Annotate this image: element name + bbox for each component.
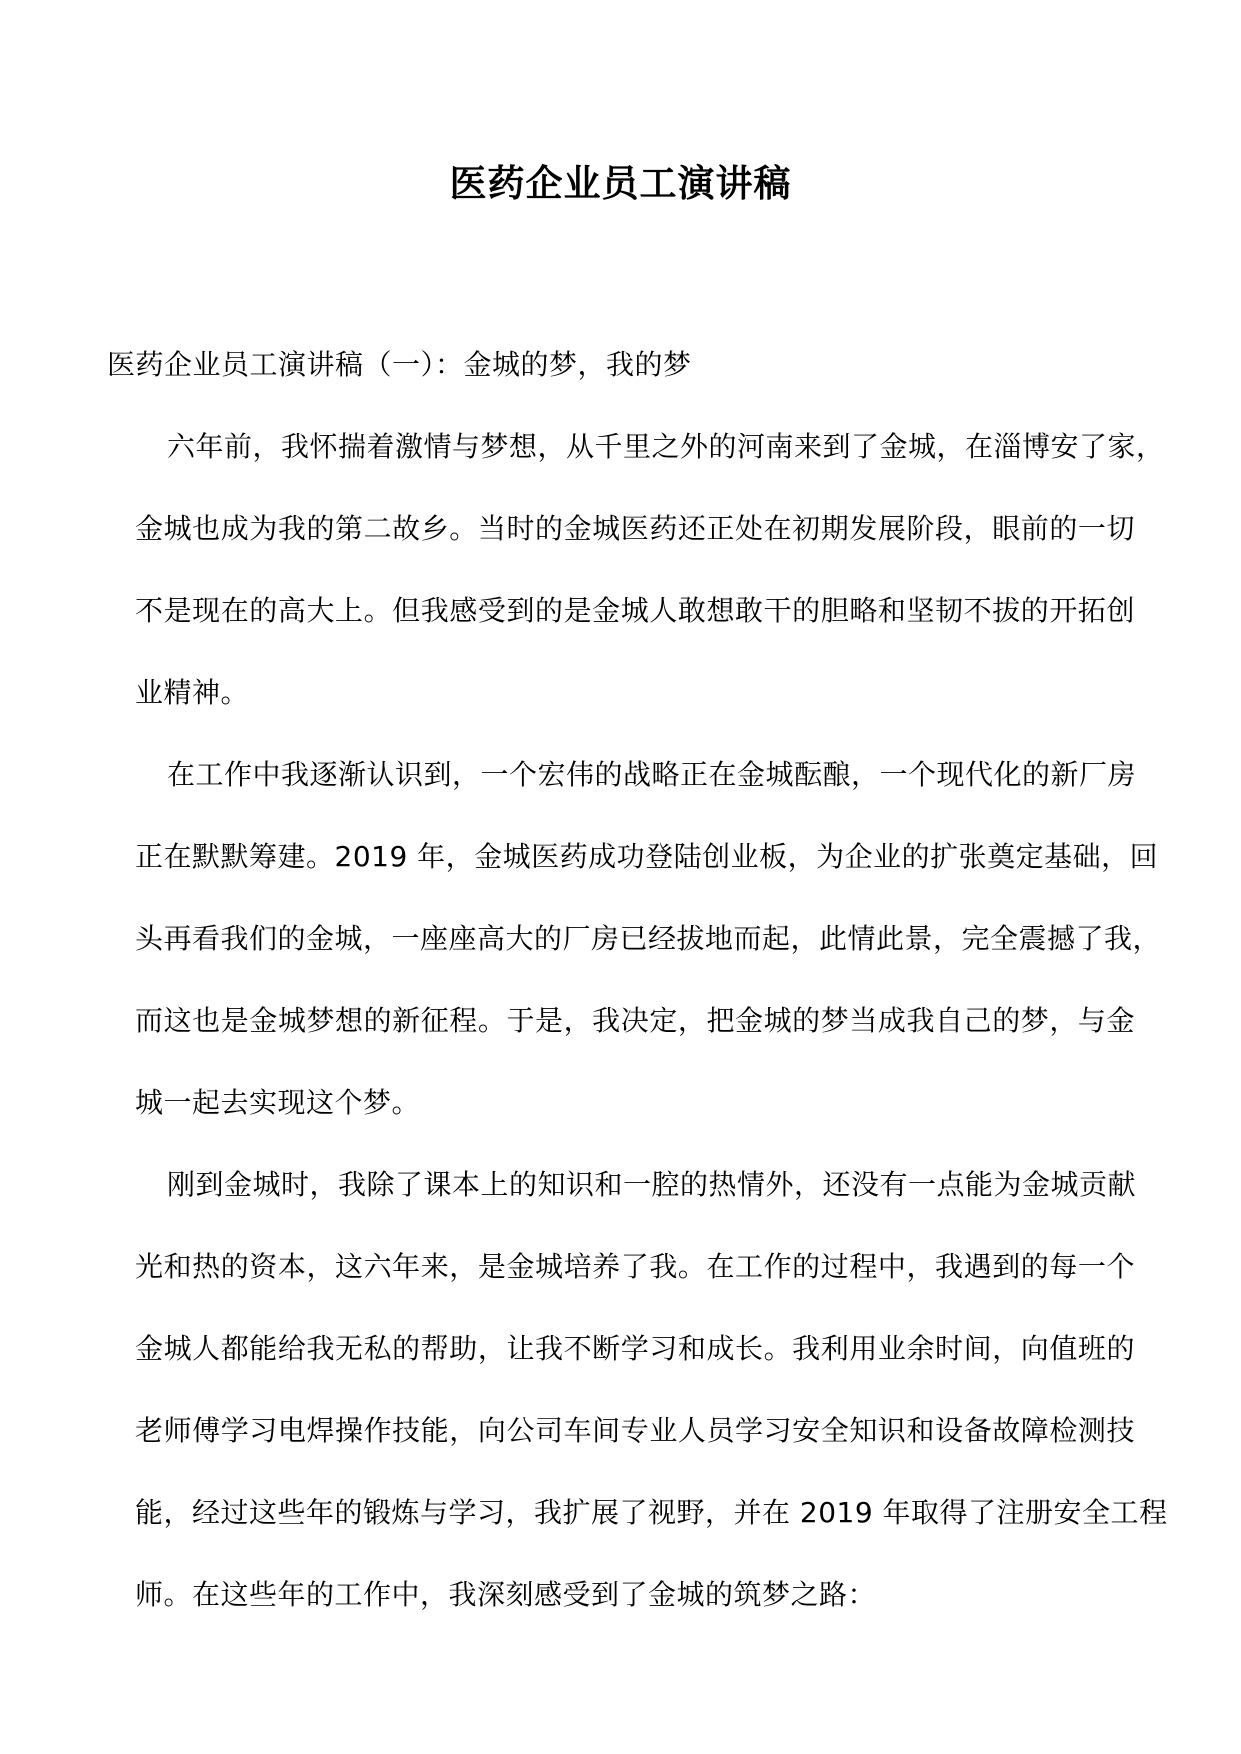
paragraph-line: 而这也是金城梦想的新征程。于是，我决定，把金城的梦当成我自己的梦，与金 [135, 1004, 1135, 1037]
paragraph-line: 城一起去实现这个梦。 [135, 1086, 421, 1119]
paragraph-line: 正在默默筹建。2019 年，金城医药成功登陆创业板，为企业的扩张奠定基础，回 [135, 840, 1159, 873]
paragraph-line: 业精神。 [135, 676, 250, 709]
document-title: 医药企业员工演讲稿 [449, 161, 792, 205]
paragraph-line: 不是现在的高大上。但我感受到的是金城人敢想敢干的胆略和坚韧不拔的开拓创 [135, 594, 1135, 627]
paragraph-line: 金城人都能给我无私的帮助，让我不断学习和成长。我利用业余时间，向值班的 [135, 1332, 1135, 1365]
paragraph-line: 金城也成为我的第二故乡。当时的金城医药还正处在初期发展阶段，眼前的一切 [135, 512, 1135, 545]
paragraph-2 [107, 734, 1162, 1144]
paragraph-3 [107, 1144, 1168, 1636]
paragraph-line: 老师傅学习电焊操作技能，向公司车间专业人员学习安全知识和设备故障检测技 [135, 1414, 1135, 1447]
document-body [107, 344, 1168, 1636]
paragraph-line: 光和热的资本，这六年来，是金城培养了我。在工作的过程中，我遇到的每一个 [135, 1250, 1135, 1283]
paragraph-line: 师。在这些年的工作中，我深刻感受到了金城的筑梦之路： [135, 1578, 877, 1611]
section-subtitle: 医药企业员工演讲稿（一）：金城的梦，我的梦 [107, 348, 692, 381]
paragraph-line: 能，经过这些年的锻炼与学习，我扩展了视野，并在 2019 年取得了注册安全工程 [135, 1496, 1168, 1529]
paragraph-line: 六年前，我怀揣着激情与梦想，从千里之外的河南来到了金城，在淄博安了家， [167, 430, 1165, 463]
paragraph-line: 头再看我们的金城，一座座高大的厂房已经拔地而起，此情此景，完全震撼了我， [135, 922, 1162, 955]
paragraph-line: 刚到金城时，我除了课本上的知识和一腔的热情外，还没有一点能为金城贡献 [167, 1168, 1137, 1201]
paragraph-1 [107, 406, 1165, 734]
paragraph-line: 在工作中我逐渐认识到，一个宏伟的战略正在金城酝酿，一个现代化的新厂房 [167, 758, 1137, 791]
